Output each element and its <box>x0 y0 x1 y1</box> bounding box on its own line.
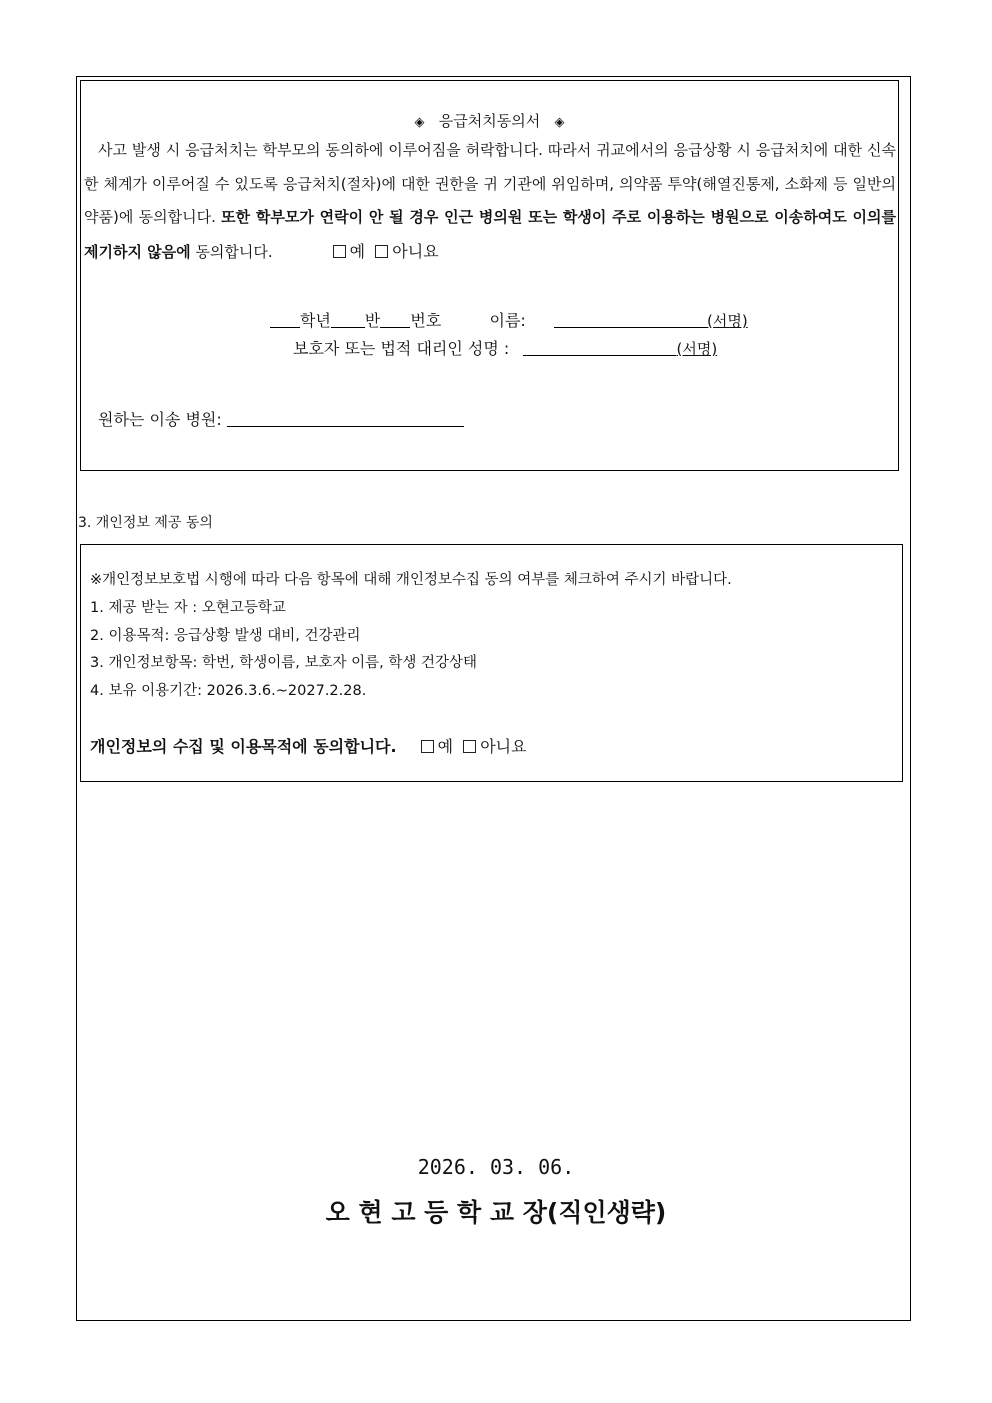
number-blank[interactable] <box>380 312 410 328</box>
diamond-icon: ◈ <box>414 115 425 130</box>
emergency-consent-paragraph <box>84 134 896 269</box>
guardian-name-field[interactable] <box>523 340 676 356</box>
number-label: 번호 <box>410 311 442 330</box>
no-checkbox[interactable] <box>375 245 388 258</box>
guardian-label: 보호자 또는 법적 대리인 성명 : <box>293 339 510 358</box>
student-name-field[interactable] <box>554 312 707 328</box>
hospital-line <box>98 407 464 430</box>
privacy-consent-line <box>90 734 527 757</box>
hospital-label: 원하는 이송 병원: <box>98 410 222 429</box>
privacy-item: 1. 제공 받는 자 : 오현고등학교 <box>90 600 286 616</box>
grade-label: 학년 <box>300 311 331 330</box>
yes-label: 예 <box>349 241 366 261</box>
privacy-consent-options <box>421 737 527 756</box>
name-label: 이름: <box>489 311 526 330</box>
privacy-section-title: 3. 개인정보 제공 동의 <box>78 515 213 531</box>
privacy-consent-text: 개인정보의 수집 및 이용목적에 동의합니다. <box>90 737 397 756</box>
principal-signature: 오 현 고 등 학 교 장(직인생략) <box>325 1198 667 1227</box>
yes-label: 예 <box>437 737 454 756</box>
class-blank[interactable] <box>331 312 365 328</box>
no-label: 아니요 <box>480 737 527 756</box>
privacy-item: 2. 이용목적: 응급상황 발생 대비, 건강관리 <box>90 628 361 644</box>
privacy-notice: ※개인정보보호법 시행에 따라 다음 항목에 대해 개인정보수집 동의 여부를 체크하여 주시기 바랍니다. <box>90 572 732 588</box>
paragraph-text-end: 동의합니다. <box>195 242 273 261</box>
diamond-icon: ◈ <box>554 115 565 130</box>
issue-date: 2026. 03. 06. <box>417 1155 575 1179</box>
student-info-line <box>270 308 748 331</box>
paragraph-text: 사고 발생 시 응급처치는 학부모의 동의하에 이루어짐을 허락합니다. 따라서 귀교에서의 응급상황 시 응급처치에 대한 신속한 체계가 이루어질 수 있도록 응급처치(절차)에 대한 권한을 귀 기관에 위임하며, 의약품 투약(해열진통제, 소화제 등 일반의약품)에 동의합니다. <box>84 141 896 226</box>
emergency-consent-options <box>333 242 439 261</box>
no-label: 아니요 <box>392 241 439 261</box>
yes-checkbox[interactable] <box>333 245 346 258</box>
grade-blank[interactable] <box>270 312 300 328</box>
yes-checkbox[interactable] <box>421 740 434 753</box>
guardian-sign-mark: (서명) <box>676 340 718 358</box>
emergency-consent-title <box>80 110 899 131</box>
privacy-item: 4. 보유 이용기간: 2026.3.6.~2027.2.28. <box>90 683 367 699</box>
privacy-item: 3. 개인정보항목: 학번, 학생이름, 보호자 이름, 학생 건강상태 <box>90 655 477 671</box>
guardian-line <box>293 336 717 359</box>
paragraph-bold-text: 또한 학부모가 연락이 안 될 경우 인근 병의원 또는 학생이 주로 이용하는 병원으로 이송하여도 이의를 제기하지 않음에 <box>84 208 896 261</box>
hospital-field[interactable] <box>227 411 464 427</box>
title-text: 응급처치동의서 <box>438 112 541 130</box>
student-sign-mark: (서명) <box>707 312 748 330</box>
no-checkbox[interactable] <box>463 740 476 753</box>
class-label: 반 <box>364 311 381 330</box>
